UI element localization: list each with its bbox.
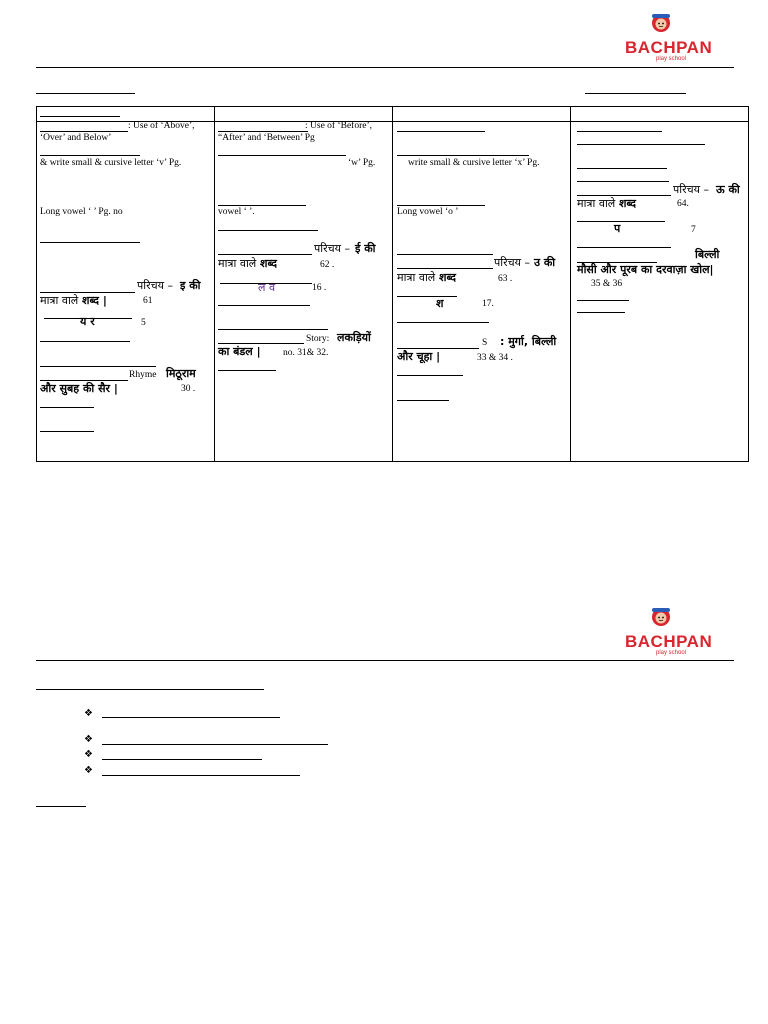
blank-line: [102, 744, 328, 745]
blank-line: [40, 380, 128, 381]
col4-page-35: 35 & 36: [591, 279, 623, 289]
blank-line: [577, 195, 671, 196]
col2-ii-ki-text: ई की: [355, 242, 376, 255]
col3-murga-text: : मुर्गा, बिल्ली: [500, 335, 557, 348]
col2-before-text: : Use of ‘Before’,: [305, 121, 373, 131]
col2-lakadiyon-text: लकड़ियों: [337, 331, 371, 344]
col3-matra-text: मात्रा वाले: [397, 271, 436, 284]
brand-name: BACHPAN: [625, 632, 713, 651]
col2-after-between-text: “After’ and ‘Between’ Pg: [218, 133, 315, 143]
blank-line: [218, 370, 276, 371]
col1-long-vowel-text: Long vowel ‘ ’ Pg. no: [40, 207, 123, 217]
blank-line: [40, 341, 130, 342]
blank-line: [102, 775, 300, 776]
blank-line: [40, 431, 94, 432]
mascot-icon: [648, 606, 674, 628]
col4-uu-ki-text: ऊ की: [716, 183, 740, 196]
col1-page-30: 30 .: [181, 384, 196, 394]
blank-line: [40, 131, 128, 132]
col3-page-63: 63 .: [498, 274, 513, 284]
col1-shabd-text: शब्द |: [82, 294, 107, 307]
col1-above-text: : Use of ‘Above’,: [128, 121, 195, 131]
col1-parichay-text: परिचय –: [137, 279, 173, 292]
col1-ya-ra-text: य र: [80, 315, 95, 328]
col4-page-7: 7: [691, 225, 696, 235]
blank-line: [40, 292, 135, 293]
blank-line: [577, 221, 665, 222]
col4-parichay-text: परिचय –: [673, 183, 709, 196]
col3-page-17: 17.: [482, 299, 494, 309]
col2-matra-text: मात्रा वाले: [218, 257, 257, 270]
blank-line: [36, 806, 86, 807]
bachpan-logo: [620, 12, 713, 72]
col3-page-33: 33 & 34 .: [477, 353, 513, 363]
column-divider: [392, 107, 393, 461]
col2-w-page-text: ‘w’ Pg.: [348, 158, 376, 168]
col3-chuha-text: और चूहा |: [397, 350, 441, 363]
header-rule: [36, 660, 734, 661]
col1-page-61: 61: [143, 296, 153, 306]
col1-dash: –: [120, 102, 125, 112]
brand-tagline: play school: [656, 56, 687, 62]
blank-line: [397, 205, 485, 206]
header-rule: [36, 67, 734, 68]
col3-long-vowel-o-text: Long vowel ‘o ’: [397, 207, 459, 217]
col1-rhyme-label: Rhyme: [129, 370, 157, 380]
blank-line: [36, 689, 264, 690]
col3-u-ki-text: उ की: [534, 256, 556, 269]
blank-line: [218, 305, 310, 306]
col1-page-5: 5: [141, 318, 146, 328]
col2-parichay-text: परिचय –: [314, 242, 350, 255]
col4-billi-text: बिल्ली: [695, 248, 720, 261]
col4-pa-text: प: [614, 222, 621, 235]
blank-line: [40, 242, 140, 243]
blank-line: [218, 131, 308, 132]
blank-line: [397, 254, 493, 255]
blank-line: [40, 407, 94, 408]
blank-line: [220, 283, 312, 284]
blank-line: [218, 230, 318, 231]
blank-line: [40, 116, 120, 117]
col1-mithuram-text: मिठूराम: [166, 367, 196, 380]
blank-line: [218, 329, 328, 330]
blank-line: [397, 322, 489, 323]
blank-line: [218, 343, 304, 344]
col2-la-va-text: ल व: [258, 281, 276, 294]
blank-line: [397, 155, 529, 156]
col2-vowel-text: vowel ‘ ’.: [218, 207, 255, 217]
bullet-icon: ❖: [84, 708, 93, 719]
blank-line: [102, 759, 262, 760]
bachpan-logo: [620, 606, 713, 666]
col2-story-label: Story:: [306, 334, 330, 344]
col1-over-below-text: ‘Over’ and Below’: [40, 133, 112, 143]
brand-tagline: play school: [656, 650, 687, 656]
blank-line: [44, 318, 132, 319]
bullet-icon: ❖: [84, 734, 93, 745]
col3-sha-text: श: [436, 297, 444, 310]
blank-line: [577, 144, 705, 145]
col2-bandal-text: का बंडल |: [218, 345, 261, 358]
bullet-icon: ❖: [84, 749, 93, 760]
col3-shabd-text: शब्द: [439, 271, 456, 284]
blank-line: [397, 400, 449, 401]
col1-write-v-text: & write small & cursive letter ‘v’ Pg.: [40, 158, 182, 168]
blank-line: [397, 268, 493, 269]
col4-mausi-text: मौसी और पूरब का दरवाज़ा खोल|: [577, 263, 714, 276]
blank-line: [577, 168, 667, 169]
blank-line: [102, 717, 280, 718]
blank-line: [577, 181, 669, 182]
col1-subah-text: और सुबह की सैर |: [40, 382, 118, 395]
col3-parichay-text: परिचय –: [494, 256, 530, 269]
blank-line: [397, 375, 463, 376]
col4-page-64: 64.: [677, 199, 689, 209]
blank-line: [397, 348, 479, 349]
col4-matra-text: मात्रा वाले: [577, 197, 616, 210]
brand-name: BACHPAN: [625, 38, 713, 57]
mascot-icon: [648, 12, 674, 34]
col2-page-62: 62 .: [320, 260, 335, 270]
blank-line: [40, 366, 156, 367]
col4-shabd-text: शब्द: [619, 197, 636, 210]
column-divider: [570, 107, 571, 461]
col2-page-16: 16 .: [312, 283, 327, 293]
blank-line: [218, 205, 306, 206]
col1-i-ki-text: इ की: [180, 279, 201, 292]
col2-story-page: no. 31& 32.: [283, 348, 329, 358]
blank-line: [577, 312, 625, 313]
column-divider: [214, 107, 215, 461]
bullet-icon: ❖: [84, 765, 93, 776]
col3-s-label: S: [482, 338, 488, 348]
blank-line: [40, 155, 140, 156]
blank-line: [585, 93, 686, 94]
col1-matra-text: मात्रा वाले: [40, 294, 79, 307]
blank-line: [397, 131, 485, 132]
blank-line: [577, 300, 629, 301]
blank-line: [218, 155, 346, 156]
blank-line: [397, 296, 457, 297]
col2-shabd-text: शब्द: [260, 257, 277, 270]
blank-line: [36, 93, 135, 94]
blank-line: [577, 131, 662, 132]
blank-line: [218, 254, 312, 255]
blank-line: [577, 247, 671, 248]
col3-write-x-text: write small & cursive letter ‘x’ Pg.: [408, 158, 540, 168]
